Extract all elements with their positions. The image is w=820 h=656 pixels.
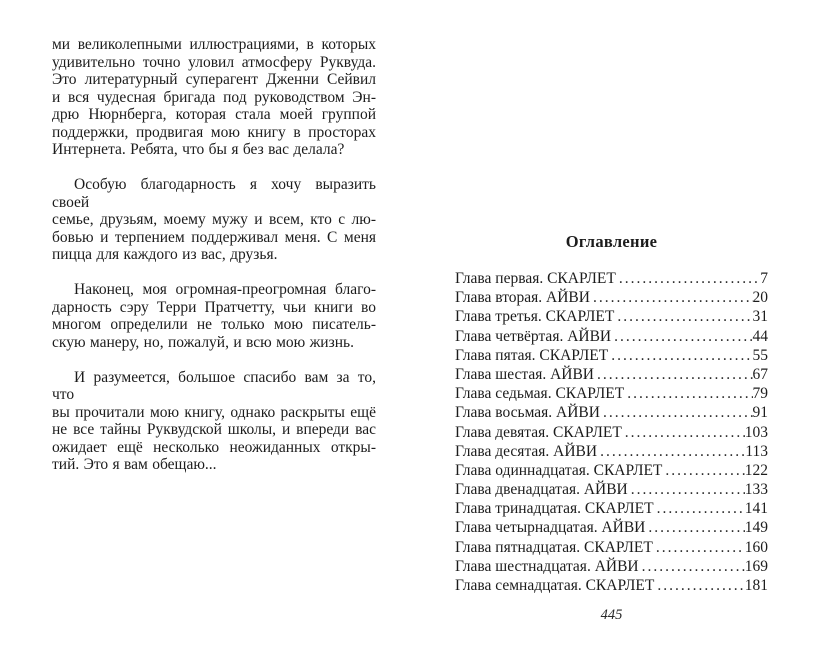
toc-dot-leader	[624, 385, 752, 403]
toc-entry[interactable]	[455, 270, 768, 289]
toc-entry-label: Глава одиннадцатая. СКАРЛЕТ	[455, 461, 663, 479]
toc-entry[interactable]	[455, 500, 768, 519]
toc-entry-page: 149	[744, 519, 768, 537]
toc-entry-label: Глава девятая. СКАРЛЕТ	[455, 423, 622, 441]
toc-entry[interactable]	[455, 366, 768, 385]
toc-dot-leader	[628, 481, 745, 499]
toc-entry-page: 113	[745, 442, 768, 460]
toc-entry-label: Глава двенадцатая. АЙВИ	[455, 481, 628, 499]
toc-dot-leader	[614, 308, 752, 326]
toc-entry-page: 122	[744, 461, 768, 479]
toc-entry[interactable]	[455, 328, 768, 347]
toc-list	[455, 270, 768, 596]
toc-dot-leader	[645, 519, 744, 537]
toc-entry[interactable]	[455, 443, 768, 462]
text-line: пицца для каждого из вас, друзья.	[52, 246, 278, 263]
toc-dot-leader	[590, 289, 753, 307]
toc-dot-leader	[662, 462, 744, 480]
toc-entry-page: 79	[752, 385, 768, 403]
toc-entry[interactable]	[455, 289, 768, 308]
toc-dot-leader	[639, 558, 745, 576]
toc-entry-page: 20	[752, 289, 768, 307]
text-line: тий. Это я вам обещаю...	[52, 456, 217, 473]
toc-entry-label: Глава восьмая. АЙВИ	[455, 404, 600, 422]
toc-entry[interactable]	[455, 347, 768, 366]
toc-entry-page: 141	[744, 500, 768, 518]
toc-entry[interactable]	[455, 308, 768, 327]
text-line: Особую благодарность я хочу выразить своей	[52, 176, 376, 211]
toc-dot-leader	[597, 443, 745, 461]
toc-entry-label: Глава пятая. СКАРЛЕТ	[455, 346, 609, 364]
toc-entry[interactable]	[455, 519, 768, 538]
paragraph	[52, 176, 376, 264]
text-line: и вся чудесная бригада под руководством Эн-	[52, 88, 376, 106]
text-line: И разумеется, большое спасибо вам за то, что	[52, 368, 376, 403]
text-line: ми великолепными иллюстрациями, в которых	[52, 36, 376, 53]
toc-entry[interactable]	[455, 404, 768, 423]
toc-entry[interactable]	[455, 558, 768, 577]
toc-entry-label: Глава шестая. АЙВИ	[455, 365, 595, 383]
toc-entry-label: Глава первая. СКАРЛЕТ	[455, 270, 616, 287]
toc-entry-label: Глава тринадцатая. СКАРЛЕТ	[455, 500, 654, 518]
toc-entry-page: 55	[752, 346, 768, 364]
toc-dot-leader	[611, 328, 752, 346]
toc-entry-label: Глава четвёртая. АЙВИ	[455, 327, 612, 345]
toc-entry[interactable]	[455, 462, 768, 481]
toc-entry-label: Глава третья. СКАРЛЕТ	[455, 308, 615, 326]
toc-entry-page: 7	[760, 270, 768, 287]
toc-entry-label: Глава шестнадцатая. АЙВИ	[455, 557, 639, 575]
text-line: поддержки, продвигая мою книгу в просторах	[52, 123, 376, 141]
text-line: дрю Нюрнберга, которая стала моей группой	[52, 106, 376, 123]
toc-entry[interactable]	[455, 539, 768, 558]
toc-entry-page: 103	[744, 423, 768, 441]
toc-dot-leader	[600, 404, 753, 422]
text-line: дарность сэру Терри Пратчетту, чьи книги во	[52, 298, 376, 316]
text-line: семье, друзьям, моему мужу и всем, кто с лю-	[52, 211, 376, 228]
paragraph	[52, 369, 376, 474]
toc-entry[interactable]	[455, 577, 768, 596]
text-line: вы прочитали мою книгу, однако раскрыты ещё	[52, 403, 376, 421]
toc-entry[interactable]	[455, 385, 768, 404]
toc-dot-leader	[653, 539, 745, 557]
toc-dot-leader	[622, 424, 745, 442]
right-page	[455, 233, 768, 596]
text-line: многом определили не только мою писатель-	[52, 316, 376, 333]
text-line: бовью и терпением поддерживал меня. С меня	[52, 228, 376, 246]
toc-entry-page: 44	[752, 327, 768, 345]
paragraph	[52, 281, 376, 351]
toc-entry-page: 133	[744, 481, 768, 499]
text-line: удивительно точно уловил атмосферу Руквуда.	[52, 53, 376, 71]
text-line: Это литературный суперагент Дженни Сейвил	[52, 71, 376, 88]
text-line: не все тайны Руквудской школы, и впереди вас	[52, 421, 376, 438]
text-line: Наконец, моя огромная-преогромная благо-	[74, 281, 376, 298]
toc-entry-label: Глава десятая. АЙВИ	[455, 442, 598, 460]
toc-entry-page: 67	[752, 365, 768, 383]
toc-entry-page: 160	[744, 538, 768, 556]
paragraph	[52, 36, 376, 159]
toc-entry-label: Глава вторая. АЙВИ	[455, 289, 590, 307]
toc-dot-leader	[616, 270, 760, 288]
page-number: 445	[600, 607, 623, 623]
toc-entry[interactable]	[455, 424, 768, 443]
toc-dot-leader	[654, 577, 744, 595]
text-line: скую манеру, но, пожалуй, и всю мою жизнь.	[52, 333, 354, 351]
toc-entry-page: 181	[744, 577, 768, 594]
toc-dot-leader	[654, 500, 745, 518]
toc-entry-label: Глава семнадцатая. СКАРЛЕТ	[455, 577, 655, 594]
toc-entry-page: 31	[752, 308, 768, 326]
toc-dot-leader	[608, 347, 752, 365]
toc-entry-label: Глава пятнадцатая. СКАРЛЕТ	[455, 538, 653, 556]
toc-dot-leader	[594, 366, 752, 384]
toc-entry-label: Глава седьмая. СКАРЛЕТ	[455, 385, 625, 403]
toc-entry-label: Глава четырнадцатая. АЙВИ	[455, 519, 646, 537]
toc-entry-page: 169	[744, 557, 768, 575]
toc-title: Оглавление	[565, 232, 658, 251]
left-page-text	[52, 36, 376, 474]
text-line: ожидает ещё несколько неожиданных откры-	[52, 438, 376, 456]
toc-entry-page: 91	[752, 404, 768, 422]
text-line: Интернета. Ребята, что бы я без вас делала?	[52, 141, 345, 158]
toc-entry[interactable]	[455, 481, 768, 500]
